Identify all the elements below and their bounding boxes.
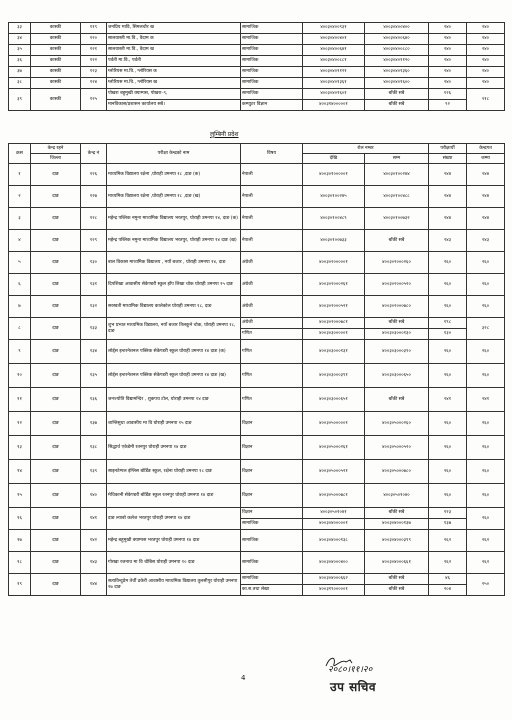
page-number: 4 bbox=[241, 674, 246, 682]
table-row bbox=[9, 484, 505, 508]
center-name-cell: पोखरा बहुमुखी क्याम्पस, पोखरा–९, bbox=[107, 89, 241, 100]
district-cell: कास्की bbox=[31, 23, 81, 34]
count-cell: १३७ bbox=[429, 519, 467, 530]
table-row bbox=[9, 186, 505, 208]
total-cell: २४४ bbox=[467, 186, 505, 208]
center-name-cell: शुभ प्रभात माध्यमिक विद्यालय, नयाँ बजार तिलकुने चोक, घोराही उमनपा १८, दाङ bbox=[107, 318, 241, 340]
center-code-cell: ११९ bbox=[81, 23, 107, 34]
header-roll-number: रोल नम्बर bbox=[303, 144, 429, 154]
center-name-cell: दाङ ल्याबो कलेज भरतपुर घोराही उमनपा १४ दाङ bbox=[107, 508, 241, 530]
serial-cell: ३६ bbox=[9, 56, 31, 67]
roll-from-cell: ४००३०५०००००१ bbox=[303, 412, 365, 436]
table-row bbox=[9, 530, 505, 552]
serial-cell: ३८ bbox=[9, 78, 31, 89]
table-row bbox=[9, 274, 505, 296]
serial-cell: ३७ bbox=[9, 67, 31, 78]
count-cell: २४० bbox=[429, 45, 467, 56]
center-code-cell: १३९ bbox=[81, 460, 107, 484]
center-name-cell: शान्तिसुधा आवासीय मा वि घोराही उमनपा १५ दाङ bbox=[107, 412, 241, 436]
roll-from-cell: ४००३०१००२४५ bbox=[303, 186, 365, 208]
center-code-cell: १२४ bbox=[81, 78, 107, 89]
header-roll-from: देखि bbox=[303, 154, 365, 164]
roll-to-cell: ४००३०५०००७८० bbox=[365, 460, 429, 484]
total-cell: २४१ bbox=[467, 388, 505, 412]
district-cell: कास्की bbox=[31, 45, 81, 56]
center-code-cell: १४० bbox=[81, 484, 107, 508]
table-row bbox=[9, 364, 505, 388]
signature-date: २०८०।११।२० bbox=[328, 665, 373, 675]
total-cell: २५० bbox=[467, 574, 505, 596]
serial-cell: १५ bbox=[9, 484, 31, 508]
table-row bbox=[9, 45, 505, 56]
district-cell: दाङ bbox=[31, 484, 81, 508]
count-cell: २०४ bbox=[429, 585, 467, 596]
center-code-cell: १४१ bbox=[81, 508, 107, 530]
roll-to-cell: ४००३०२०००५२० bbox=[365, 274, 429, 296]
serial-cell: २ bbox=[9, 186, 31, 208]
count-cell: २४० bbox=[429, 23, 467, 34]
district-cell: दाङ bbox=[31, 436, 81, 460]
subject-cell: नेपाली bbox=[241, 164, 303, 186]
center-code-cell: १३४ bbox=[81, 340, 107, 364]
subject-cell: अंग्रेजी bbox=[241, 296, 303, 318]
center-name-cell: लोर्ड्स इन्टरनेशनल पब्लिक सेकेण्डरी स्कुल घोराही उमनपा १४ दाङ (ख) bbox=[107, 364, 241, 388]
roll-from-cell: ४००३०४००४०१ bbox=[303, 34, 365, 45]
subject-cell: गणित bbox=[241, 388, 303, 412]
table-row bbox=[9, 252, 505, 274]
count-cell: २४१ bbox=[429, 388, 467, 412]
center-name-cell: जनप्रिय मावि, सिमलचौर ख bbox=[107, 23, 241, 34]
serial-cell: ५ bbox=[9, 252, 31, 274]
roll-to-cell: ४००३०३०००३९० bbox=[365, 340, 429, 364]
center-name-cell: सरस्वती माध्यमिक विद्यालय कालेकोल घोराही उमनपा १८, दाङ bbox=[107, 296, 241, 318]
count-cell: २६० bbox=[429, 252, 467, 274]
subject-cell: सामाजिक bbox=[241, 56, 303, 67]
header-roll-to: सम्म bbox=[365, 154, 429, 164]
count-cell: २४० bbox=[429, 56, 467, 67]
roll-to-cell: बाँकी सबै bbox=[365, 574, 429, 585]
total-cell: २६२ bbox=[467, 530, 505, 552]
district-cell: कास्की bbox=[31, 78, 81, 89]
table-row bbox=[9, 67, 505, 78]
total-cell: २६० bbox=[467, 436, 505, 460]
count-cell: ४६ bbox=[429, 574, 467, 585]
table-row bbox=[9, 552, 505, 574]
subject-cell: विज्ञान bbox=[241, 484, 303, 508]
serial-cell: १६ bbox=[9, 508, 31, 530]
roll-to-cell: बाँकी सबै bbox=[365, 508, 429, 519]
total-cell: २६० bbox=[467, 340, 505, 364]
subject-cell: अंग्रेजी bbox=[241, 252, 303, 274]
table-row bbox=[9, 56, 505, 67]
table-row bbox=[9, 296, 505, 318]
count-cell: १९८ bbox=[429, 318, 467, 329]
roll-to-cell: बाँकी सबै bbox=[365, 388, 429, 412]
count-cell: २६० bbox=[429, 296, 467, 318]
district-cell: कास्की bbox=[31, 67, 81, 78]
header-count-line2: संख्या bbox=[429, 154, 467, 164]
roll-from-cell: ४००३०५०००५२१ bbox=[303, 460, 365, 484]
roll-to-cell: ४००३०२०००२६० bbox=[365, 252, 429, 274]
subject-cell: सामाजिक bbox=[241, 67, 303, 78]
district-cell: कास्की bbox=[31, 89, 81, 111]
center-name-cell: मेथिकानी सेकेण्डरी बोर्डिङ स्कुल रतनपुर घोराही उमनपा १४ दाङ bbox=[107, 484, 241, 508]
serial-cell: ४ bbox=[9, 230, 31, 252]
center-name-cell: सिद्धार्थ एकेडेमी रतनपुर घोराही उमनपा १४ दाङ bbox=[107, 436, 241, 460]
table-row bbox=[9, 230, 505, 252]
count-cell: २६२ bbox=[429, 552, 467, 574]
roll-to-cell: ४००३०४००६४० bbox=[365, 34, 429, 45]
district-cell: दाङ bbox=[31, 364, 81, 388]
count-cell: २६२ bbox=[429, 530, 467, 552]
center-code-cell: १३५ bbox=[81, 364, 107, 388]
district-cell: दाङ bbox=[31, 208, 81, 230]
serial-cell: ७ bbox=[9, 296, 31, 318]
center-name-cell: बाल विकास माध्यमिक विद्यालय , नयाँ बजार , घोराही उमनपा १४, दाङ bbox=[107, 252, 241, 274]
center-name-cell: गोरखा रजनाथ मा वि चौबिस घोराही उमनपा १० दाङ bbox=[107, 552, 241, 574]
roll-to-cell: ४००३०४०१६०० bbox=[365, 78, 429, 89]
header-center-code: केन्द्र नं bbox=[81, 144, 107, 164]
center-name-cell: ग्लोरियस मा.वि., ग्लोरियस क bbox=[107, 67, 241, 78]
roll-to-cell: ४००३०४०११२० bbox=[365, 56, 429, 67]
subject-cell: नेपाली bbox=[241, 186, 303, 208]
header-district-line2: जिल्ला bbox=[31, 154, 81, 164]
serial-cell: ३३ bbox=[9, 23, 31, 34]
roll-to-cell: बाँकी सबै bbox=[365, 230, 429, 252]
count-cell: १२३ bbox=[429, 508, 467, 519]
district-cell: दाङ bbox=[31, 388, 81, 412]
subject-cell: गणित bbox=[241, 340, 303, 364]
center-name-cell: दिपशिखा आवासीय सेकेण्डरी स्कुल हाँप लिखा चोक घोराही उमनपा १५ दाङ bbox=[107, 274, 241, 296]
center-name-cell: जनज्योति विद्यामन्दिर , शुकपथ टोल, घोराही उमनपा १४ दाङ bbox=[107, 388, 241, 412]
center-name-cell: माध्यमिक विद्यालय रक्षेना ,घोराही उमनपा १८ ,दाङ (क) bbox=[107, 164, 241, 186]
center-code-cell: १३६ bbox=[81, 388, 107, 412]
roll-to-cell: ४००३०४००८८० bbox=[365, 45, 429, 56]
subject-cell: अंग्रेजी bbox=[241, 318, 303, 329]
center-code-cell: १४३ bbox=[81, 552, 107, 574]
table-row bbox=[9, 89, 505, 100]
subject-cell: नेपाली bbox=[241, 230, 303, 252]
total-cell: २६० bbox=[467, 508, 505, 530]
roll-from-cell: ४००३०२०००७८१ bbox=[303, 318, 365, 329]
serial-cell: १२ bbox=[9, 412, 31, 436]
count-cell: २४० bbox=[429, 67, 467, 78]
roll-to-cell: ४००३०१००७३२ bbox=[365, 208, 429, 230]
count-cell: २४० bbox=[429, 34, 467, 45]
total-cell: २४० bbox=[467, 67, 505, 78]
center-code-cell: १२० bbox=[81, 34, 107, 45]
table-row bbox=[9, 460, 505, 484]
district-cell: दाङ bbox=[31, 186, 81, 208]
center-code-cell: १३२ bbox=[81, 296, 107, 318]
header-count-line1: परीक्षार्थी bbox=[429, 144, 467, 154]
subject-cell: सामाजिक bbox=[241, 34, 303, 45]
serial-cell: १० bbox=[9, 364, 31, 388]
count-cell: २६० bbox=[429, 364, 467, 388]
district-cell: दाङ bbox=[31, 508, 81, 530]
total-cell: २६० bbox=[467, 460, 505, 484]
count-cell: १३० bbox=[429, 329, 467, 340]
roll-to-cell: ४००३०४०००६६१ bbox=[365, 552, 429, 574]
center-name-cell: महेन्द्र पब्लिक नमुना माध्यमिक विद्यालय भरतपुर, घोराही उमनपा १४ दाङ (ख) bbox=[107, 230, 241, 252]
roll-from-cell: ४००३०१००७३३ bbox=[303, 230, 365, 252]
total-cell: २६० bbox=[467, 412, 505, 436]
center-name-cell: ग्लोरियस मा.वि., ग्लोरियस ख bbox=[107, 78, 241, 89]
header-row bbox=[9, 144, 505, 154]
center-code-cell: १२२ bbox=[81, 56, 107, 67]
total-cell: ३२८ bbox=[467, 318, 505, 340]
roll-from-cell: ४००३०४०००६६२ bbox=[303, 574, 365, 585]
serial-cell: ३५ bbox=[9, 45, 31, 56]
roll-from-cell: ४००३०५०००७८१ bbox=[303, 484, 365, 508]
center-name-cell: साइनटेम्पल इंग्लिस बोर्डिङ स्कुल, रक्षेना घोराही उमनपा १८ दाङ bbox=[107, 460, 241, 484]
total-cell: २६० bbox=[467, 296, 505, 318]
count-cell: २६० bbox=[429, 436, 467, 460]
district-cell: दाङ bbox=[31, 552, 81, 574]
center-allocation-table bbox=[8, 143, 505, 596]
total-cell: २४० bbox=[467, 45, 505, 56]
roll-from-cell: ४००३०४०१३६१ bbox=[303, 78, 365, 89]
roll-to-cell: बाँकी सबै bbox=[365, 100, 429, 111]
serial-cell: १४ bbox=[9, 460, 31, 484]
roll-to-cell: ४००३०३०००६५० bbox=[365, 364, 429, 388]
district-cell: दाङ bbox=[31, 164, 81, 186]
center-code-cell: १२९ bbox=[81, 230, 107, 252]
subject-cell: सामाजिक bbox=[241, 574, 303, 585]
subject-cell: सामाजिक bbox=[241, 45, 303, 56]
table-row bbox=[9, 164, 505, 186]
center-code-cell: १२५ bbox=[81, 89, 107, 111]
header-total-line1: केन्द्रगत bbox=[467, 144, 505, 154]
table-row bbox=[9, 436, 505, 460]
count-cell: २४४ bbox=[429, 208, 467, 230]
district-cell: दाङ bbox=[31, 274, 81, 296]
count-cell: २४४ bbox=[429, 186, 467, 208]
roll-to-cell: ४००३०५०००५२० bbox=[365, 436, 429, 460]
serial-cell: १८ bbox=[9, 552, 31, 574]
center-code-cell: १४४ bbox=[81, 574, 107, 596]
roll-to-cell: ४००३०४०००३९९ bbox=[365, 530, 429, 552]
count-cell: २६० bbox=[429, 412, 467, 436]
roll-to-cell: ४००३०५०१०४० bbox=[365, 484, 429, 508]
roll-from-cell: ४००३०४०००१३८ bbox=[303, 530, 365, 552]
center-name-cell: महेन्द्र पब्लिक नमुना माध्यमिक विद्यालय भरतपुर, घोराही उमनपा १४, दाङ (क) bbox=[107, 208, 241, 230]
total-cell: २४० bbox=[467, 23, 505, 34]
roll-from-cell: ४००३१९०००००१ bbox=[303, 585, 365, 596]
header-subject: विषय bbox=[241, 144, 303, 164]
table-row bbox=[9, 318, 505, 329]
roll-from-cell: ४००३०४००८८१ bbox=[303, 56, 365, 67]
serial-cell: ६ bbox=[9, 274, 31, 296]
roll-from-cell: ४००३०१०००००१ bbox=[303, 164, 365, 186]
count-cell: २४३ bbox=[429, 230, 467, 252]
center-name-cell: माध्यमिक विद्यालय रक्षेना ,घोराही उमनपा १८ ,दाङ (ख) bbox=[107, 186, 241, 208]
subject-cell: विज्ञान bbox=[241, 508, 303, 519]
center-code-cell: १३० bbox=[81, 252, 107, 274]
district-cell: दाङ bbox=[31, 340, 81, 364]
roll-from-cell: ४००३०२०००५२१ bbox=[303, 296, 365, 318]
district-cell: दाङ bbox=[31, 574, 81, 596]
section-title: लुम्बिनी प्रदेश bbox=[210, 131, 239, 138]
center-code-cell: १३८ bbox=[81, 436, 107, 460]
roll-to-cell: ४००३०१००२४४ bbox=[365, 164, 429, 186]
serial-cell: ३९ bbox=[9, 89, 31, 111]
subject-cell: सामाजिक bbox=[241, 552, 303, 574]
roll-from-cell: ४००३०३०००००१ bbox=[303, 329, 365, 340]
total-cell: २६२ bbox=[467, 552, 505, 574]
district-cell: कास्की bbox=[31, 34, 81, 45]
total-cell: २४० bbox=[467, 78, 505, 89]
subject-cell: सामाजिक bbox=[241, 23, 303, 34]
total-cell: २४४ bbox=[467, 208, 505, 230]
roll-to-cell: ४००३०४०००१३७ bbox=[365, 519, 429, 530]
total-cell: २४३ bbox=[467, 230, 505, 252]
center-code-cell: १२१ bbox=[81, 45, 107, 56]
serial-cell: ३ bbox=[9, 208, 31, 230]
center-name-cell: मानविकास/प्रशासन कार्यालय सबै। bbox=[107, 100, 241, 111]
roll-to-cell: बाँकी सबै bbox=[365, 89, 429, 100]
header-center-name: परीक्षा केन्द्रको नाम bbox=[107, 144, 241, 164]
serial-cell: ९ bbox=[9, 340, 31, 364]
table-row bbox=[9, 508, 505, 519]
serial-cell: ८ bbox=[9, 318, 31, 340]
roll-to-cell: बाँकी सबै bbox=[365, 585, 429, 596]
roll-from-cell: ४००३०१००४८९ bbox=[303, 208, 365, 230]
district-cell: कास्की bbox=[31, 56, 81, 67]
roll-from-cell: ४००३०५०००२६१ bbox=[303, 436, 365, 460]
subject-cell: विज्ञान bbox=[241, 460, 303, 484]
center-code-cell: १३१ bbox=[81, 274, 107, 296]
table-row bbox=[9, 78, 505, 89]
roll-to-cell: ४००३०१००४८८ bbox=[365, 186, 429, 208]
serial-cell: १३ bbox=[9, 436, 31, 460]
table-row bbox=[9, 340, 505, 364]
count-cell: २४० bbox=[429, 78, 467, 89]
header-total-line2: जम्मा bbox=[467, 154, 505, 164]
count-cell: २६० bbox=[429, 340, 467, 364]
header-sn: क्रस bbox=[9, 144, 31, 164]
total-cell: २४० bbox=[467, 34, 505, 45]
roll-from-cell: ४००३०२०००२६१ bbox=[303, 274, 365, 296]
roll-to-cell: ४००३०५०००२६० bbox=[365, 412, 429, 436]
center-code-cell: १२८ bbox=[81, 208, 107, 230]
roll-to-cell: ४००३०४००४०० bbox=[365, 23, 429, 34]
table-row bbox=[9, 388, 505, 412]
center-name-cell: सालवास्ती मा.वि., वैदाम ख bbox=[107, 45, 241, 56]
count-cell: २४४ bbox=[429, 164, 467, 186]
count-cell: १२६ bbox=[429, 89, 467, 100]
roll-from-cell: ४००३०४०१६०१ bbox=[303, 89, 365, 100]
roll-from-cell: ४००३१४०००००१ bbox=[303, 100, 365, 111]
center-code-cell: १३३ bbox=[81, 318, 107, 340]
roll-from-cell: ४००३०३०००१३१ bbox=[303, 340, 365, 364]
district-cell: दाङ bbox=[31, 318, 81, 340]
serial-cell: ३४ bbox=[9, 34, 31, 45]
count-cell: २६० bbox=[429, 460, 467, 484]
roll-from-cell: ४००३०४०००००१ bbox=[303, 519, 365, 530]
roll-from-cell: ४००३०४००९३१ bbox=[303, 23, 365, 34]
count-cell: ९२ bbox=[429, 100, 467, 111]
roll-from-cell: ४००३०४०००४०० bbox=[303, 552, 365, 574]
subject-cell: विज्ञान bbox=[241, 436, 303, 460]
roll-to-cell: ४००३०३०००१३० bbox=[365, 329, 429, 340]
subject-cell: सामाजिक bbox=[241, 519, 303, 530]
serial-cell: १ bbox=[9, 164, 31, 186]
total-cell: २६० bbox=[467, 364, 505, 388]
roll-to-cell: ४००३०४०१३६० bbox=[365, 67, 429, 78]
roll-from-cell: ४००३०५०१०४१ bbox=[303, 508, 365, 519]
serial-cell: १७ bbox=[9, 530, 31, 552]
center-name-cell: पर्वती मा.वि., पर्वती bbox=[107, 56, 241, 67]
district-cell: दाङ bbox=[31, 230, 81, 252]
table-row bbox=[9, 574, 505, 585]
subject-cell: सामाजिक bbox=[241, 78, 303, 89]
count-cell: २६० bbox=[429, 484, 467, 508]
subject-cell: सामाजिक bbox=[241, 530, 303, 552]
total-cell: २४० bbox=[467, 56, 505, 67]
center-name-cell: लोर्ड्स इन्टरनेशनल पब्लिक सेकेण्डरी स्कुल घोराही उमनपा १४ दाङ (क) bbox=[107, 340, 241, 364]
district-cell: दाङ bbox=[31, 412, 81, 436]
subject-cell: गणित bbox=[241, 329, 303, 340]
center-code-cell: १३७ bbox=[81, 412, 107, 436]
center-name-cell: महेन्द्र बहुमुखी क्याम्पस भरतपुर घोराही उमनपा १४ दाङ bbox=[107, 530, 241, 552]
table-row bbox=[9, 208, 505, 230]
center-code-cell: १४२ bbox=[81, 530, 107, 552]
table-row bbox=[9, 34, 505, 45]
subject-cell: का.स.तथा लेखा bbox=[241, 585, 303, 596]
top-continuation-table bbox=[8, 22, 505, 111]
total-cell: २४४ bbox=[467, 164, 505, 186]
serial-cell: १९ bbox=[9, 574, 31, 596]
district-cell: दाङ bbox=[31, 460, 81, 484]
count-cell: २६० bbox=[429, 274, 467, 296]
center-code-cell: १२३ bbox=[81, 67, 107, 78]
center-name-cell: सालवास्ती मा.वि., वैदाम क bbox=[107, 34, 241, 45]
total-cell: २६० bbox=[467, 274, 505, 296]
table-row bbox=[9, 412, 505, 436]
roll-from-cell: ४००३०४०११२१ bbox=[303, 67, 365, 78]
district-cell: दाङ bbox=[31, 296, 81, 318]
subject-cell: विज्ञान bbox=[241, 412, 303, 436]
roll-from-cell: ४००३०४००६४१ bbox=[303, 45, 365, 56]
roll-to-cell: ४००३०२०००७८० bbox=[365, 296, 429, 318]
district-cell: दाङ bbox=[31, 530, 81, 552]
serial-cell: ११ bbox=[9, 388, 31, 412]
roll-from-cell: ४००३०३०००३९१ bbox=[303, 364, 365, 388]
designation-stamp: उप सचिव bbox=[330, 680, 377, 694]
roll-from-cell: ४००३०२०००००१ bbox=[303, 252, 365, 274]
district-cell: दाङ bbox=[31, 252, 81, 274]
subject-cell: अंग्रेजी bbox=[241, 274, 303, 296]
table-row bbox=[9, 23, 505, 34]
subject-cell: कम्प्युटर विज्ञान bbox=[241, 100, 303, 111]
subject-cell: गणित bbox=[241, 364, 303, 388]
center-name-cell: सत्यविन्दुप्रेम तेर्थी ढकेरी आवासीय माध्यमिक विद्यालय तुलसीपुर घोराही उमनपा १७ दाङ bbox=[107, 574, 241, 596]
total-cell: २६० bbox=[467, 484, 505, 508]
header-district-line1: केन्द्र रहने bbox=[31, 144, 81, 154]
total-cell: २१८ bbox=[467, 89, 505, 111]
roll-to-cell: बाँकी सबै bbox=[365, 318, 429, 329]
subject-cell: सामाजिक bbox=[241, 89, 303, 100]
roll-from-cell: ४००३०३०००६५१ bbox=[303, 388, 365, 412]
total-cell: २६० bbox=[467, 252, 505, 274]
subject-cell: नेपाली bbox=[241, 208, 303, 230]
center-code-cell: १२७ bbox=[81, 186, 107, 208]
center-code-cell: १२६ bbox=[81, 164, 107, 186]
